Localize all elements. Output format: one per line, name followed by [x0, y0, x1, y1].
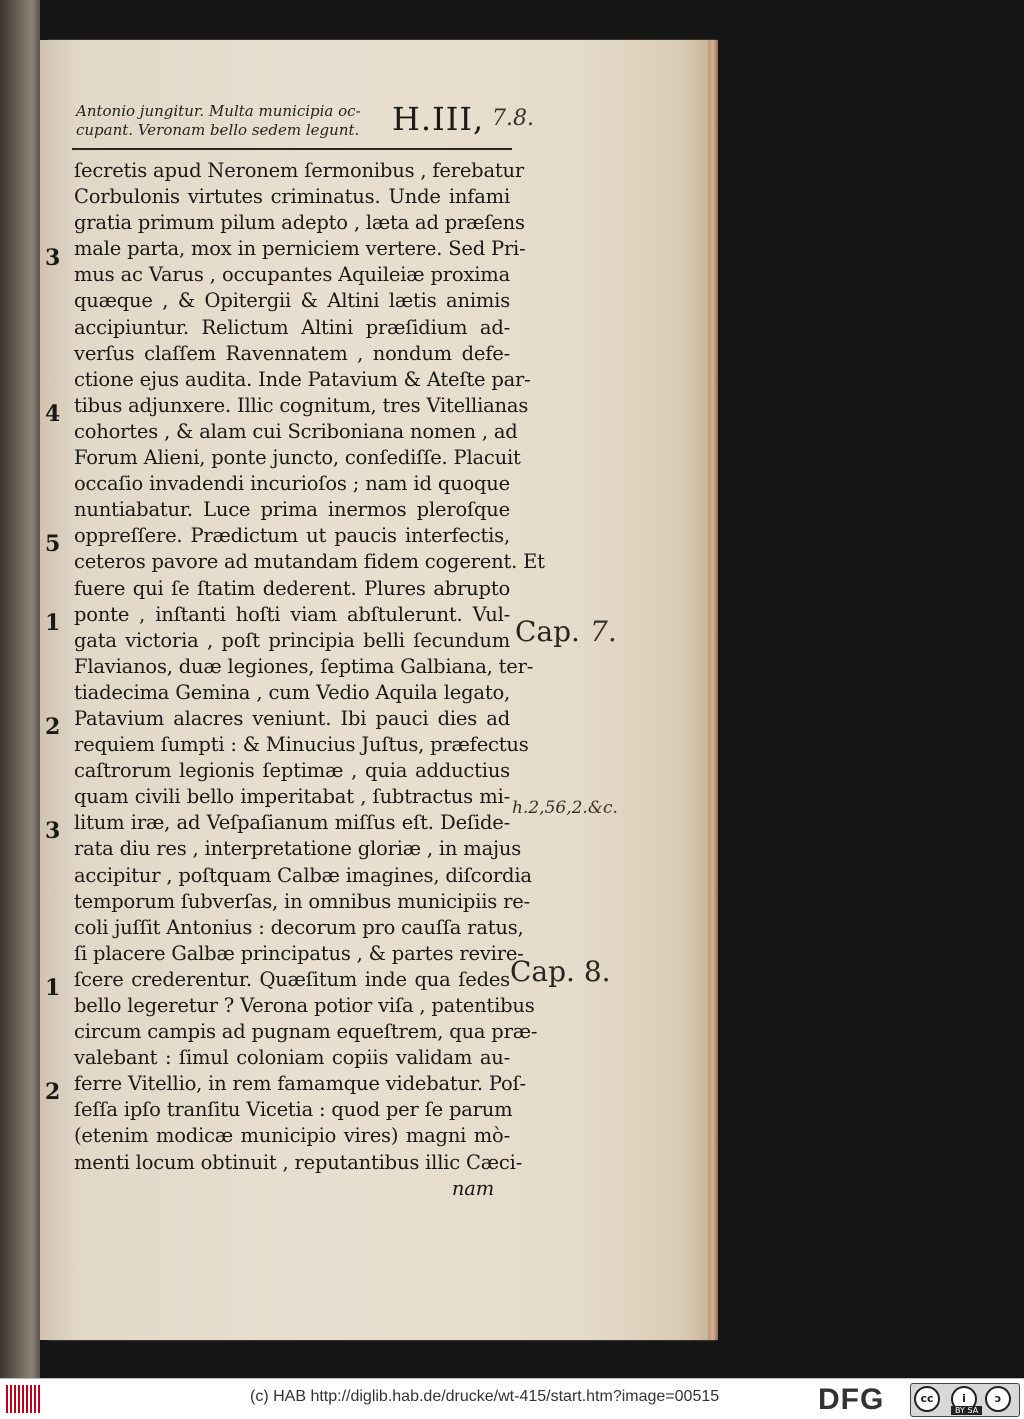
section-number: 1 [45, 975, 61, 1001]
text-line: fuere qui ſe ſtatim dederent. Plures abrupto [74, 576, 510, 600]
text-line: caſtrorum legionis ſeptimæ , quia adductius [74, 759, 510, 783]
text-line: bello legeretur ? Verona potior viſa , patentibus [74, 994, 535, 1017]
viewer-footer [0, 1378, 1024, 1419]
section-number: 2 [45, 714, 61, 740]
text-line: temporum ſubverſas, in omnibus municipiis re- [74, 889, 530, 913]
text-line: ferre Vitellio, in rem famamque videbatur. Poſ- [74, 1072, 526, 1096]
section-number: 4 [45, 401, 61, 427]
running-head-line-2: cupant. Veronam bello sedem legunt. [76, 121, 360, 139]
cc-license-label: BY SA [951, 1406, 982, 1415]
text-line: Corbulonis virtutes criminatus. Unde infami [74, 185, 510, 209]
text-line: requiem ſumpti : & Minucius Juſtus, præfectus [74, 733, 529, 757]
text-line: ceteros pavore ad mutandam fidem cogerent. Et [74, 550, 545, 574]
text-line: mus ac Varus , occupantes Aquileiæ proxima [74, 263, 510, 287]
text-line: ſecretis apud Neronem ſermonibus , ferebatur [74, 159, 525, 182]
catchword: nam [451, 1176, 494, 1200]
text-line: nuntiabatur. Luce prima inermos pleroſque [74, 498, 510, 522]
running-head-line-1: Antonio jungitur. Multa municipia oc- [76, 102, 361, 120]
signature-mark: H.III, [392, 100, 485, 138]
text-line: Forum Alieni, ponte juncto, conſediſſe. Placuit [74, 446, 521, 470]
text-line: ponte , inſtanti hoſti viam abſtulerunt. Vul- [74, 602, 510, 626]
page-edge [708, 40, 718, 1340]
text-line: ſcere crederentur. Quæſitum inde qua ſedes [74, 967, 510, 991]
text-line: coli juſſit Antonius : decorum pro cauſſa ratus, [74, 915, 524, 939]
text-line: Patavium alacres veniunt. Ibi pauci dies ad [74, 706, 510, 730]
text-line: rata diu res , interpretatione gloriæ , in majus [74, 837, 522, 861]
text-line: ſi placere Galbæ principatus , & partes revire- [74, 941, 524, 965]
text-line: Flavianos, duæ legiones, ſeptima Galbiana, ter- [74, 654, 534, 678]
section-number: 5 [45, 531, 61, 557]
section-number: 1 [45, 610, 61, 636]
text-line: litum iræ, ad Veſpaſianum miſſus eſt. Deſide- [74, 811, 510, 835]
copyright-link[interactable]: (c) HAB http://diglib.hab.de/drucke/wt-415/start.htm?image=00515 [250, 1388, 720, 1405]
text-line: accipiuntur. Relictum Altini præſidium ad- [74, 315, 510, 339]
chapter-note-8: Cap. 8. [510, 955, 611, 988]
previous-page-edge [0, 0, 40, 1378]
handwritten-page-note: 7.8. [492, 106, 534, 131]
section-number: 3 [45, 245, 61, 271]
text-line: menti locum obtinuit , reputantibus illic Cæci- [74, 1150, 522, 1174]
share-alike-icon: ɔ [985, 1386, 1011, 1412]
cc-icon: cc [914, 1386, 940, 1412]
text-line: tibus adjunxere. Illic cognitum, tres Vitellianas [74, 393, 529, 417]
chapter-note-7: Cap. [515, 615, 580, 648]
text-line: gratia primum pilum adepto , læta ad præſens [74, 211, 525, 235]
attribution-icon: i [951, 1386, 977, 1412]
handwritten-reference: h.2,56,2.&c. [512, 798, 618, 818]
text-line: oppreſſere. Prædictum ut paucis interfectis, [74, 524, 510, 548]
text-line: gata victoria , poſt principia belli ſecundum [74, 628, 510, 652]
text-line: tiadecima Gemina , cum Vedio Aquila legato, [74, 680, 510, 704]
text-line: occaſio invadendi incurioſos ; nam id quoque [74, 472, 510, 496]
creative-commons-badge[interactable] [910, 1383, 1020, 1417]
hab-logo [6, 1385, 40, 1413]
text-line: quæque , & Opitergii & Altini lætis animis [74, 289, 510, 313]
text-line: accipitur , poſtquam Calbæ imagines, diſcordia [74, 863, 532, 887]
book-page [40, 40, 708, 1340]
text-line: circum campis ad pugnam equeſtrem, qua præ- [74, 1020, 538, 1044]
section-number: 3 [45, 818, 61, 844]
section-number: 2 [45, 1079, 61, 1105]
text-line: quam civili bello imperitabat , ſubtractus mi- [74, 785, 510, 809]
text-line: ctione ejus audita. Inde Patavium & Ateſte par- [74, 367, 531, 391]
dfg-logo: DFG [818, 1383, 885, 1416]
text-line: cohortes , & alam cui Scriboniana nomen , ad [74, 419, 518, 443]
text-line: verſus claſſem Ravennatem , nondum defe- [74, 341, 510, 365]
header-rule [72, 148, 512, 150]
text-line: ſeſſa ipſo tranſitu Vicetia : quod per ſe parum [74, 1098, 513, 1122]
text-line: (etenim modicæ municipio vires) magni mò- [74, 1124, 510, 1148]
text-line: valebant : ſimul coloniam copiis validam au- [74, 1046, 510, 1070]
text-line: male parta, mox in perniciem vertere. Sed Pri- [74, 237, 526, 261]
chapter-note-7-number: 7. [590, 615, 617, 648]
body-text [74, 158, 545, 1202]
